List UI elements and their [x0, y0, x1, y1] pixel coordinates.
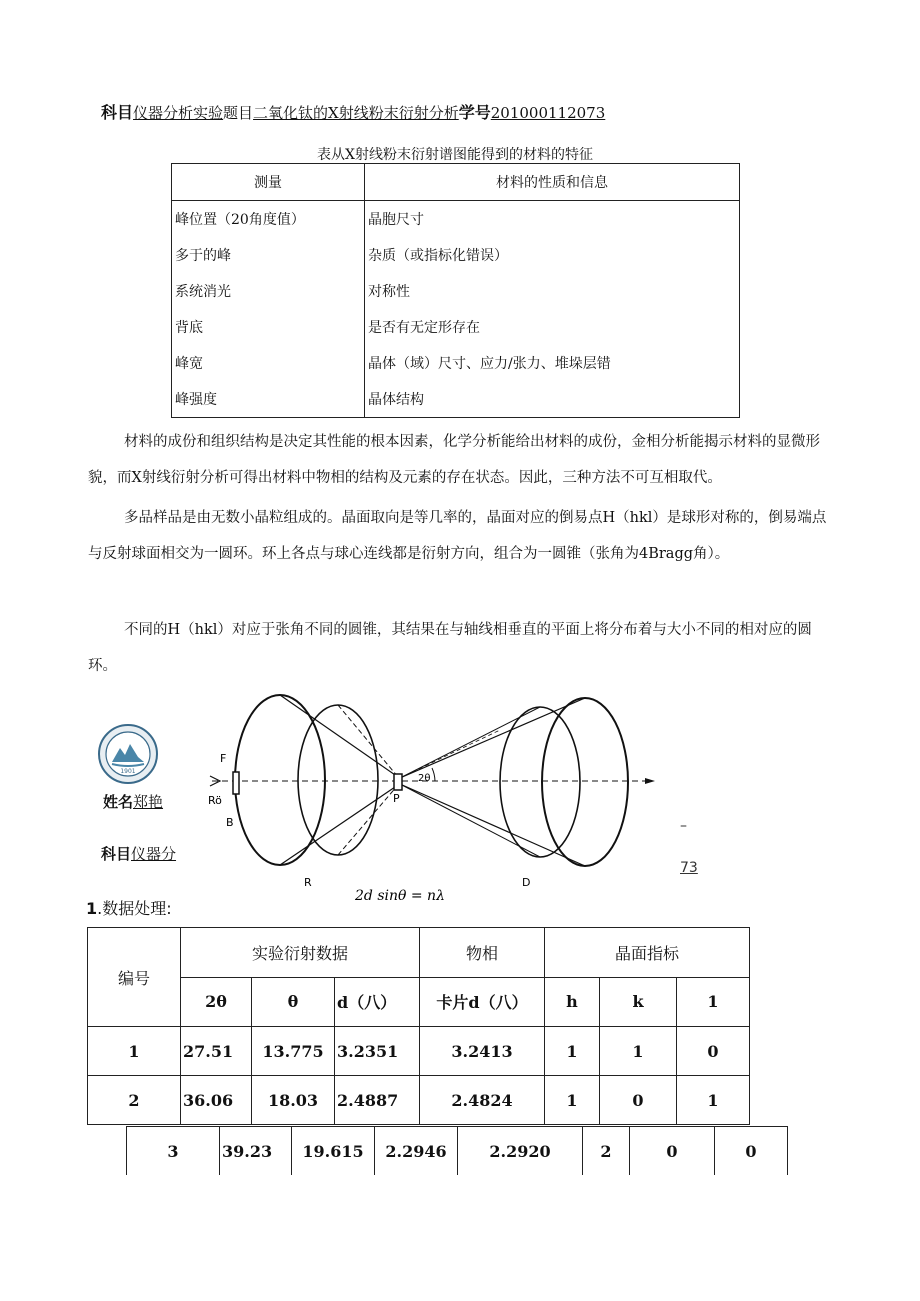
- table-subheader-row: [88, 977, 750, 1027]
- info-cell: 杂质（或指标化错误）: [365, 237, 740, 273]
- cell-l: 0: [715, 1127, 788, 1176]
- label-angle: 2θ: [418, 773, 431, 784]
- sub-header-k: k: [600, 977, 677, 1027]
- student-id-value: 201000112073: [490, 104, 606, 122]
- name-value: 郑艳: [133, 793, 164, 811]
- cell-id: 3: [127, 1127, 220, 1176]
- label-r: R: [304, 876, 312, 889]
- cell-d: 2.2946: [375, 1127, 458, 1176]
- cell-h: 2: [583, 1127, 630, 1176]
- logo-year: 1901: [120, 768, 136, 775]
- info-cell: 是否有无定形存在: [365, 309, 740, 345]
- diffraction-cone-diagram: [200, 690, 680, 905]
- index-header: 晶面指标: [545, 928, 750, 978]
- table-row: [127, 1127, 788, 1176]
- measurement-cell: 峰宽: [172, 345, 365, 381]
- label-f: F: [220, 752, 227, 765]
- section-number: 1: [86, 899, 98, 918]
- cell-id: 2: [88, 1076, 181, 1125]
- sub-header-l: 1: [677, 977, 750, 1027]
- cell-card-d: 2.2920: [458, 1127, 583, 1176]
- title-label: 题目: [223, 104, 254, 122]
- side-subject-value: 仪器分: [131, 845, 177, 863]
- id-header: 编号: [88, 928, 181, 1027]
- data-table-row-3: [126, 1126, 788, 1175]
- bragg-formula: 2d sinθ = nλ: [355, 888, 445, 904]
- table-row: [172, 273, 740, 309]
- paragraph: 多品样品是由无数小晶粒组成的。晶面取向是等几率的，晶面对应的倒易点H（hkl）是球形对称的，倒易端点与反射球面相交为一圆环。环上各点与球心连线都是衍射方向，组合为一圆锥（张角为4Bragg角）。: [88, 510, 827, 562]
- measurement-cell: 峰强度: [172, 381, 365, 418]
- measurement-cell: 系统消光: [172, 273, 365, 309]
- table-row: [172, 345, 740, 381]
- table-row: [172, 309, 740, 345]
- label-d: D: [522, 876, 531, 889]
- cell-id: 1: [88, 1027, 181, 1076]
- cell-k: 1: [600, 1027, 677, 1076]
- cell-theta: 18.03: [252, 1076, 335, 1125]
- label-b: B: [226, 816, 234, 829]
- paragraph: 不同的H（hkl）对应于张角不同的圆锥，其结果在与轴线相垂直的平面上将分布着与大小不同的相对应的圆环。: [88, 622, 812, 674]
- cell-2theta: 36.06: [181, 1076, 252, 1125]
- table-row: [88, 1076, 750, 1125]
- page-number: 73: [680, 860, 698, 876]
- student-id-label: 学号: [458, 103, 491, 122]
- column-header: 材料的性质和信息: [365, 164, 740, 201]
- info-cell: 晶体（域）尺寸、应力/张力、堆垛层错: [365, 345, 740, 381]
- subject-label: 科目: [101, 103, 134, 122]
- column-header: 测量: [172, 164, 365, 201]
- cell-d: 3.2351: [335, 1027, 420, 1076]
- measurement-cell: 多于的峰: [172, 237, 365, 273]
- cell-card-d: 3.2413: [420, 1027, 545, 1076]
- cell-d: 2.4887: [335, 1076, 420, 1125]
- phase-header: 物相: [420, 928, 545, 978]
- sub-header-d: d（八）: [335, 977, 420, 1027]
- subject-value: 仪器分析实验: [133, 104, 224, 122]
- title-value: 二氧化钛的X射线粉末衍射分析: [253, 104, 459, 122]
- info-cell: 对称性: [365, 273, 740, 309]
- info-cell: 晶体结构: [365, 381, 740, 418]
- cell-2theta: 39.23: [220, 1127, 292, 1176]
- data-table: [87, 927, 750, 1125]
- label-ro: Rö: [208, 794, 222, 807]
- header-line: [101, 100, 605, 123]
- cell-theta: 19.615: [292, 1127, 375, 1176]
- label-p: P: [393, 792, 400, 805]
- cell-h: 1: [545, 1027, 600, 1076]
- sub-header-card-d: 卡片d（八）: [420, 977, 545, 1027]
- cell-2theta: 27.51: [181, 1027, 252, 1076]
- sub-header-h: h: [545, 977, 600, 1027]
- table-row: [172, 237, 740, 273]
- section-title: [86, 896, 172, 919]
- cell-k: 0: [630, 1127, 715, 1176]
- cell-card-d: 2.4824: [420, 1076, 545, 1125]
- sub-header-2theta: 2θ: [181, 977, 252, 1027]
- table-row: [88, 1027, 750, 1076]
- table-caption: 表从X射线粉末衍射谱图能得到的材料的特征: [317, 147, 593, 163]
- cell-l: 0: [677, 1027, 750, 1076]
- sub-header-theta: θ: [252, 977, 335, 1027]
- table-row: [172, 201, 740, 238]
- measurement-cell: 峰位置（20角度值）: [172, 201, 365, 238]
- measurement-cell: 背底: [172, 309, 365, 345]
- side-subject-line: [101, 843, 176, 864]
- name-label: 姓名: [103, 793, 134, 811]
- paragraph: 材料的成份和组织结构是决定其性能的根本因素，化学分析能给出材料的成份，金相分析能揭示材料的显微形貌，而X射线衍射分析可得出材料中物相的结构及元素的存在状态。因此，三种方法不可互相取代。: [88, 434, 820, 486]
- cell-theta: 13.775: [252, 1027, 335, 1076]
- name-line: [103, 791, 163, 812]
- university-logo: [98, 724, 158, 784]
- table-header-row: [172, 164, 740, 201]
- table-header-row: [88, 928, 750, 978]
- table-row: [172, 381, 740, 418]
- cell-k: 0: [600, 1076, 677, 1125]
- info-cell: 晶胞尺寸: [365, 201, 740, 238]
- cell-l: 1: [677, 1076, 750, 1125]
- side-subject-label: 科目: [101, 845, 132, 863]
- cell-h: 1: [545, 1076, 600, 1125]
- exp-data-header: 实验衍射数据: [181, 928, 420, 978]
- section-text: .数据处理:: [97, 899, 172, 918]
- properties-table: [171, 163, 740, 418]
- dash-mark: –: [680, 818, 687, 834]
